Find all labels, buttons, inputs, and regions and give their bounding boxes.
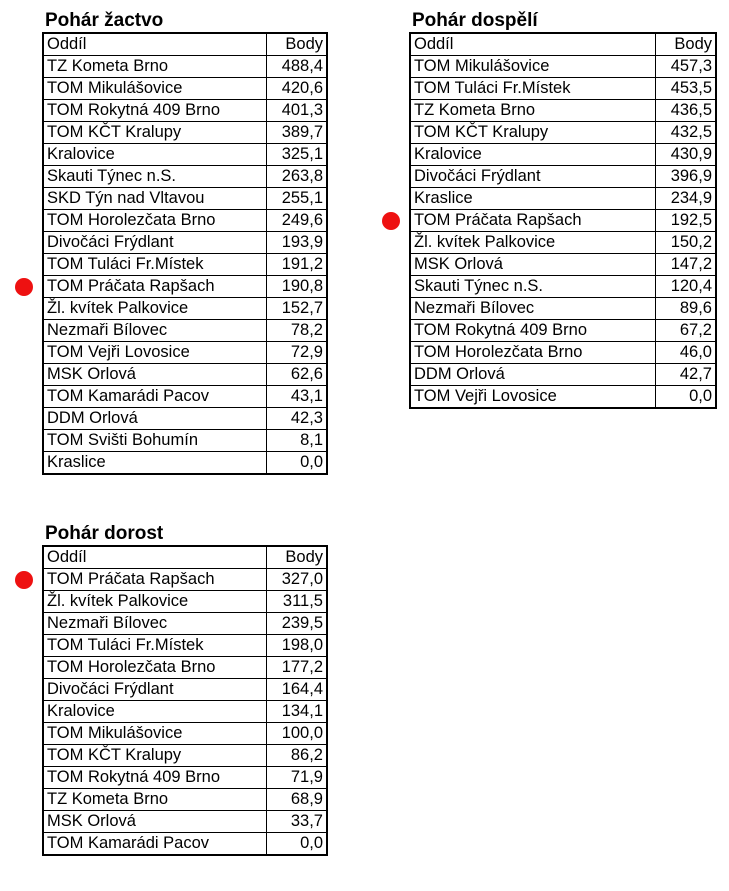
club-points: 42,3 — [266, 408, 327, 430]
table-row — [43, 452, 327, 475]
club-points: 488,4 — [266, 56, 327, 78]
club-name: Divočáci Frýdlant — [43, 232, 266, 254]
club-points: 198,0 — [266, 635, 327, 657]
club-points: 0,0 — [266, 833, 327, 856]
table-row — [410, 342, 716, 364]
table-row — [410, 144, 716, 166]
club-name: Žl. kvítek Palkovice — [43, 298, 266, 320]
table-row — [43, 254, 327, 276]
club-points: 177,2 — [266, 657, 327, 679]
table-row — [43, 591, 327, 613]
club-name: Nezmaři Bílovec — [43, 320, 266, 342]
club-name: TOM KČT Kralupy — [43, 122, 266, 144]
club-name: TOM Rokytná 409 Brno — [43, 767, 266, 789]
club-name: TZ Kometa Brno — [43, 789, 266, 811]
highlight-dot-icon — [15, 278, 33, 296]
club-name: Kraslice — [43, 452, 266, 475]
table-row — [43, 569, 327, 591]
club-name: MSK Orlová — [43, 811, 266, 833]
table-row — [43, 78, 327, 100]
club-points: 72,9 — [266, 342, 327, 364]
club-points: 192,5 — [655, 210, 716, 232]
club-points: 8,1 — [266, 430, 327, 452]
table-row — [43, 386, 327, 408]
club-name: TOM Horolezčata Brno — [410, 342, 655, 364]
club-name: TOM Horolezčata Brno — [43, 210, 266, 232]
table-row — [43, 767, 327, 789]
club-name: TOM Horolezčata Brno — [43, 657, 266, 679]
club-name: DDM Orlová — [410, 364, 655, 386]
club-points: 46,0 — [655, 342, 716, 364]
club-points: 255,1 — [266, 188, 327, 210]
club-points: 68,9 — [266, 789, 327, 811]
club-name: TOM Kamarádi Pacov — [43, 833, 266, 856]
ranking-table-dospeli — [409, 32, 717, 409]
club-points: 147,2 — [655, 254, 716, 276]
club-name: TZ Kometa Brno — [43, 56, 266, 78]
club-points: 420,6 — [266, 78, 327, 100]
club-points: 150,2 — [655, 232, 716, 254]
club-points: 152,7 — [266, 298, 327, 320]
club-points: 86,2 — [266, 745, 327, 767]
table-row — [43, 144, 327, 166]
club-name: TOM Práčata Rapšach — [43, 569, 266, 591]
club-points: 239,5 — [266, 613, 327, 635]
club-name: Nezmaři Bílovec — [410, 298, 655, 320]
club-name: Žl. kvítek Palkovice — [43, 591, 266, 613]
table-row — [43, 408, 327, 430]
club-name: Skauti Týnec n.S. — [43, 166, 266, 188]
club-name: MSK Orlová — [410, 254, 655, 276]
club-points: 164,4 — [266, 679, 327, 701]
table-row — [410, 78, 716, 100]
table-row — [410, 56, 716, 78]
table-row — [43, 298, 327, 320]
club-points: 0,0 — [266, 452, 327, 475]
club-points: 249,6 — [266, 210, 327, 232]
club-points: 327,0 — [266, 569, 327, 591]
club-name: TOM Mikulášovice — [43, 78, 266, 100]
table-row — [410, 100, 716, 122]
table-row — [410, 166, 716, 188]
table-row — [43, 232, 327, 254]
club-name: TOM Tuláci Fr.Místek — [43, 254, 266, 276]
club-points: 453,5 — [655, 78, 716, 100]
ranking-table-zactvo — [42, 32, 328, 475]
club-points: 134,1 — [266, 701, 327, 723]
club-points: 430,9 — [655, 144, 716, 166]
table-row — [410, 210, 716, 232]
table-row — [43, 789, 327, 811]
table-row — [43, 635, 327, 657]
club-points: 120,4 — [655, 276, 716, 298]
table-row — [410, 188, 716, 210]
club-points: 67,2 — [655, 320, 716, 342]
table-title: Pohár dorost — [45, 523, 164, 544]
table-row — [43, 701, 327, 723]
table-row — [410, 386, 716, 409]
club-name: Nezmaři Bílovec — [43, 613, 266, 635]
table-row — [410, 232, 716, 254]
highlight-dot-icon — [15, 571, 33, 589]
club-points: 234,9 — [655, 188, 716, 210]
club-name: Kralovice — [43, 701, 266, 723]
club-points: 436,5 — [655, 100, 716, 122]
club-points: 78,2 — [266, 320, 327, 342]
club-points: 33,7 — [266, 811, 327, 833]
club-name: TOM Tuláci Fr.Místek — [410, 78, 655, 100]
club-points: 0,0 — [655, 386, 716, 409]
table-row — [410, 254, 716, 276]
club-points: 190,8 — [266, 276, 327, 298]
table-row — [43, 210, 327, 232]
club-name: TOM Práčata Rapšach — [410, 210, 655, 232]
club-name: Kralovice — [43, 144, 266, 166]
column-header-points: Body — [655, 33, 716, 56]
club-name: TOM Mikulášovice — [410, 56, 655, 78]
table-row — [43, 100, 327, 122]
club-points: 193,9 — [266, 232, 327, 254]
table-row — [43, 122, 327, 144]
club-points: 389,7 — [266, 122, 327, 144]
table-row — [43, 613, 327, 635]
table-block-dospeli — [409, 10, 717, 409]
table-row — [43, 166, 327, 188]
table-row — [43, 723, 327, 745]
table-row — [43, 320, 327, 342]
table-title: Pohár dospělí — [412, 10, 538, 31]
table-title: Pohár žactvo — [45, 10, 164, 31]
table-row — [43, 811, 327, 833]
club-name: TOM KČT Kralupy — [410, 122, 655, 144]
club-name: TOM Rokytná 409 Brno — [410, 320, 655, 342]
club-points: 42,7 — [655, 364, 716, 386]
table-row — [43, 276, 327, 298]
club-name: TOM Mikulášovice — [43, 723, 266, 745]
table-block-dorost — [42, 523, 328, 856]
table-row — [43, 342, 327, 364]
club-points: 325,1 — [266, 144, 327, 166]
column-header-points: Body — [266, 546, 327, 569]
club-name: TZ Kometa Brno — [410, 100, 655, 122]
column-header-club: Oddíl — [410, 33, 655, 56]
column-header-points: Body — [266, 33, 327, 56]
club-name: TOM Vejři Lovosice — [43, 342, 266, 364]
club-name: Žl. kvítek Palkovice — [410, 232, 655, 254]
club-name: TOM Vejři Lovosice — [410, 386, 655, 409]
table-row — [43, 657, 327, 679]
club-name: TOM Kamarádi Pacov — [43, 386, 266, 408]
club-points: 71,9 — [266, 767, 327, 789]
table-row — [43, 430, 327, 452]
table-header-row — [43, 546, 327, 569]
table-header-row — [43, 33, 327, 56]
highlight-dot-icon — [382, 212, 400, 230]
club-name: Kralovice — [410, 144, 655, 166]
table-row — [43, 679, 327, 701]
table-block-zactvo — [42, 10, 328, 475]
club-name: Kraslice — [410, 188, 655, 210]
table-row — [410, 364, 716, 386]
club-points: 43,1 — [266, 386, 327, 408]
table-row — [410, 122, 716, 144]
table-row — [410, 298, 716, 320]
table-row — [43, 56, 327, 78]
club-points: 191,2 — [266, 254, 327, 276]
table-header-row — [410, 33, 716, 56]
club-points: 62,6 — [266, 364, 327, 386]
club-points: 432,5 — [655, 122, 716, 144]
club-name: TOM Práčata Rapšach — [43, 276, 266, 298]
table-row — [43, 188, 327, 210]
club-name: TOM Rokytná 409 Brno — [43, 100, 266, 122]
club-name: SKD Týn nad Vltavou — [43, 188, 266, 210]
club-points: 311,5 — [266, 591, 327, 613]
club-name: Divočáci Frýdlant — [43, 679, 266, 701]
club-name: Skauti Týnec n.S. — [410, 276, 655, 298]
table-row — [43, 364, 327, 386]
column-header-club: Oddíl — [43, 33, 266, 56]
club-points: 89,6 — [655, 298, 716, 320]
club-points: 396,9 — [655, 166, 716, 188]
club-name: DDM Orlová — [43, 408, 266, 430]
table-row — [410, 276, 716, 298]
club-points: 457,3 — [655, 56, 716, 78]
table-row — [43, 745, 327, 767]
club-points: 100,0 — [266, 723, 327, 745]
table-row — [410, 320, 716, 342]
club-name: TOM Tuláci Fr.Místek — [43, 635, 266, 657]
club-points: 263,8 — [266, 166, 327, 188]
club-name: TOM Svišti Bohumín — [43, 430, 266, 452]
column-header-club: Oddíl — [43, 546, 266, 569]
club-name: Divočáci Frýdlant — [410, 166, 655, 188]
table-row — [43, 833, 327, 856]
club-name: MSK Orlová — [43, 364, 266, 386]
club-points: 401,3 — [266, 100, 327, 122]
club-name: TOM KČT Kralupy — [43, 745, 266, 767]
ranking-table-dorost — [42, 545, 328, 856]
